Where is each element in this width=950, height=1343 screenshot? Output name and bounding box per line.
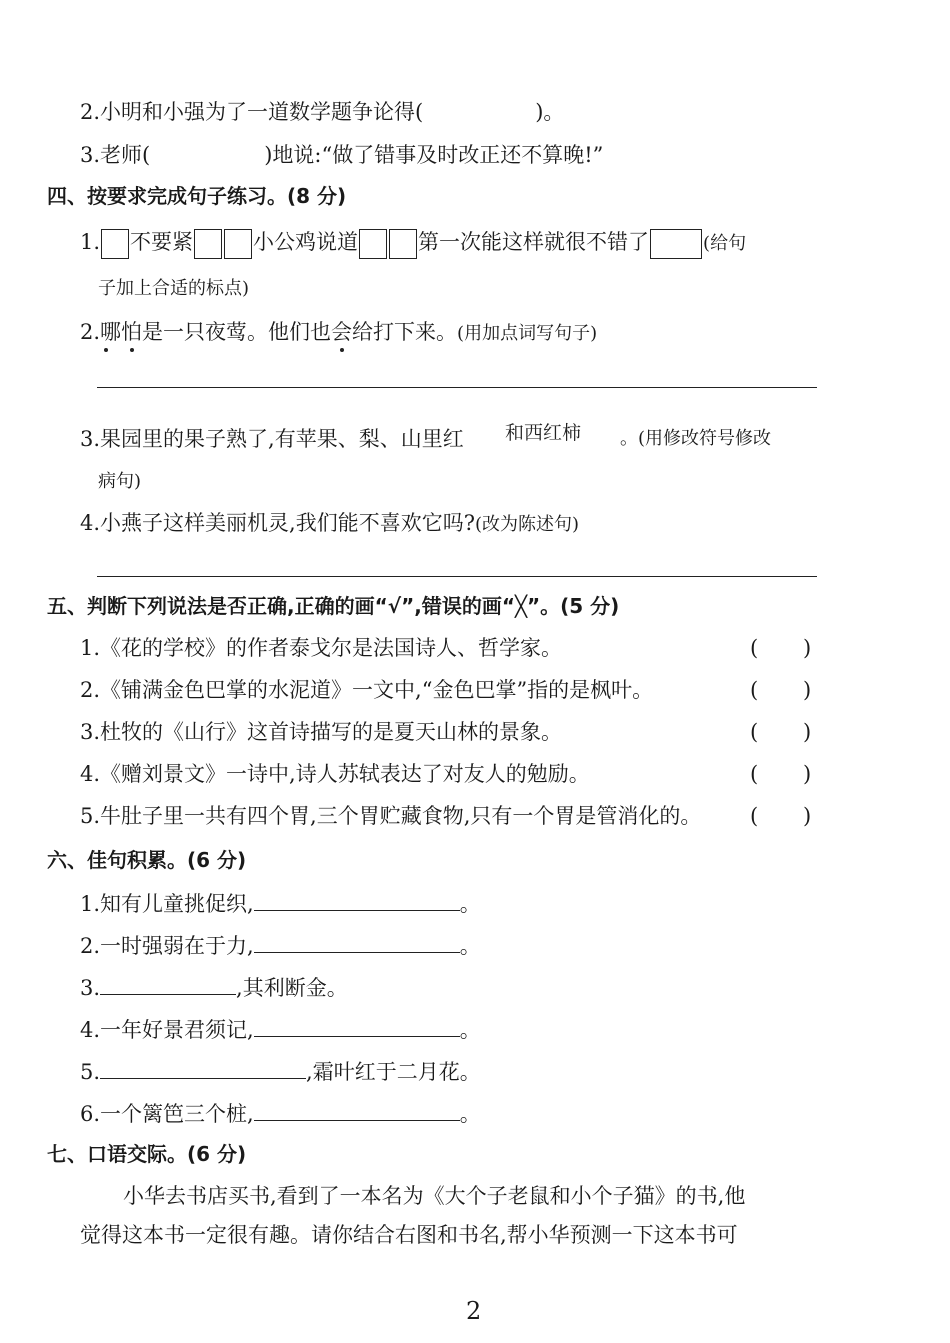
answer-paren-open: ( (750, 762, 759, 786)
judge-item: 3.杜牧的《山行》这首诗描写的是夏天山林的景象。 (80, 720, 563, 744)
part7-para-line1: 小华去书店买书,看到了一本名为《大个子老鼠和小个子猫》的书,他 (123, 1184, 746, 1208)
part4-q1 (80, 228, 746, 259)
part4-q1-num: 1. (80, 230, 101, 254)
poem-q5 (80, 1056, 481, 1086)
answer-line[interactable] (97, 387, 817, 388)
period: 。 (459, 1018, 481, 1042)
part3-q2-blank[interactable] (423, 97, 535, 119)
poem-q2-text: 2.一时强弱在于力, (80, 934, 254, 958)
poem-q4 (80, 1014, 481, 1044)
part3-q3-text: 3.老师( (80, 143, 151, 167)
answer-paren-open: ( (750, 720, 759, 744)
answer-line[interactable] (97, 576, 817, 577)
period: 。 (459, 934, 481, 958)
page-number: 2 (466, 1297, 482, 1325)
part3-q3-end: )地说:“做了错事及时改正还不算晚!” (264, 143, 604, 167)
fill-blank[interactable] (254, 888, 460, 911)
part3-q2-text: 2.小明和小强为了一道数学题争论得( (80, 100, 424, 124)
answer-paren-close: ) (803, 804, 812, 828)
part4-q1-text1: 不要紧 (130, 230, 194, 254)
answer-paren-close: ) (803, 636, 812, 660)
part4-q2-text: 2.哪怕是一只夜莺。他们也会给打下来。 (80, 320, 458, 344)
poem-q6-text: 6.一个篱笆三个桩, (80, 1102, 254, 1126)
judge-item: 5.牛肚子里一共有四个胃,三个胃贮藏食物,只有一个胃是管消化的。 (80, 804, 702, 828)
part4-title: 四、按要求完成句子练习。(8 分) (47, 184, 347, 208)
part4-q1-note: (给句 (703, 233, 747, 254)
part7-para-line2: 觉得这本书一定很有趣。请你结合右图和书名,帮小华预测一下这本书可 (80, 1223, 738, 1247)
part7-title: 七、口语交际。(6 分) (47, 1142, 247, 1166)
poem-q3-num: 3. (80, 976, 101, 1000)
part3-q3-blank[interactable] (150, 140, 264, 162)
punct-box[interactable] (224, 229, 252, 259)
period: 。 (459, 892, 481, 916)
fill-blank[interactable] (254, 930, 460, 953)
answer-paren-open: ( (750, 678, 759, 702)
answer-paren-close: ) (803, 678, 812, 702)
answer-paren-close: ) (803, 762, 812, 786)
poem-q4-text: 4.一年好景君须记, (80, 1018, 254, 1042)
part4-q4-text: 4.小燕子这样美丽机灵,我们能不喜欢它吗? (80, 511, 475, 535)
judge-item: 1.《花的学校》的作者泰戈尔是法国诗人、哲学家。 (80, 636, 563, 660)
poem-q3-text: ,其利断金。 (236, 976, 348, 1000)
part3-q3 (80, 140, 603, 169)
punct-box[interactable] (389, 229, 417, 259)
part3-q2 (80, 97, 564, 126)
fill-blank[interactable] (100, 972, 236, 995)
answer-paren-close: ) (803, 720, 812, 744)
part4-q1-note-cont: 子加上合适的标点) (98, 278, 250, 299)
punct-box[interactable] (359, 229, 387, 259)
judge-item: 4.《赠刘景文》一诗中,诗人苏轼表达了对友人的勉励。 (80, 762, 590, 786)
punct-box[interactable] (101, 229, 129, 259)
emphasis-dot (340, 348, 344, 352)
part4-q2-note: (用加点词写句子) (457, 323, 598, 344)
answer-paren-open: ( (750, 804, 759, 828)
part4-q3-end: 。(用修改符号修改 (620, 428, 772, 449)
poem-q5-num: 5. (80, 1060, 101, 1084)
poem-q3 (80, 972, 348, 1002)
poem-q2 (80, 930, 481, 960)
part4-q3-note-cont: 病句) (98, 471, 142, 492)
handwritten-insert: 和西红柿 (505, 422, 582, 444)
emphasis-dot (104, 348, 108, 352)
part4-q1-text3: 第一次能这样就很不错了 (418, 230, 650, 254)
part4-q1-text2: 小公鸡说道 (253, 230, 359, 254)
judge-item: 2.《铺满金色巴掌的水泥道》一文中,“金色巴掌”指的是枫叶。 (80, 678, 654, 702)
punct-box[interactable] (650, 229, 702, 259)
period: 。 (459, 1102, 481, 1126)
part4-q2 (80, 318, 597, 348)
part4-q3: 3.果园里的果子熟了,有苹果、梨、山里红 (80, 427, 464, 451)
punct-box[interactable] (194, 229, 222, 259)
part5-title: 五、判断下列说法是否正确,正确的画“√”,错误的画“╳”。(5 分) (47, 594, 620, 618)
part6-title: 六、佳句积累。(6 分) (47, 848, 247, 872)
part3-q2-end: )。 (535, 100, 565, 124)
fill-blank[interactable] (254, 1014, 460, 1037)
poem-q6 (80, 1098, 481, 1128)
poem-q1-text: 1.知有儿童挑促织, (80, 892, 254, 916)
fill-blank[interactable] (100, 1056, 306, 1079)
part4-q4 (80, 509, 579, 539)
answer-paren-open: ( (750, 636, 759, 660)
poem-q1 (80, 888, 481, 918)
poem-q5-text: ,霜叶红于二月花。 (306, 1060, 481, 1084)
emphasis-dot (130, 348, 134, 352)
part4-q4-note: (改为陈述句) (474, 514, 580, 535)
fill-blank[interactable] (254, 1098, 460, 1121)
